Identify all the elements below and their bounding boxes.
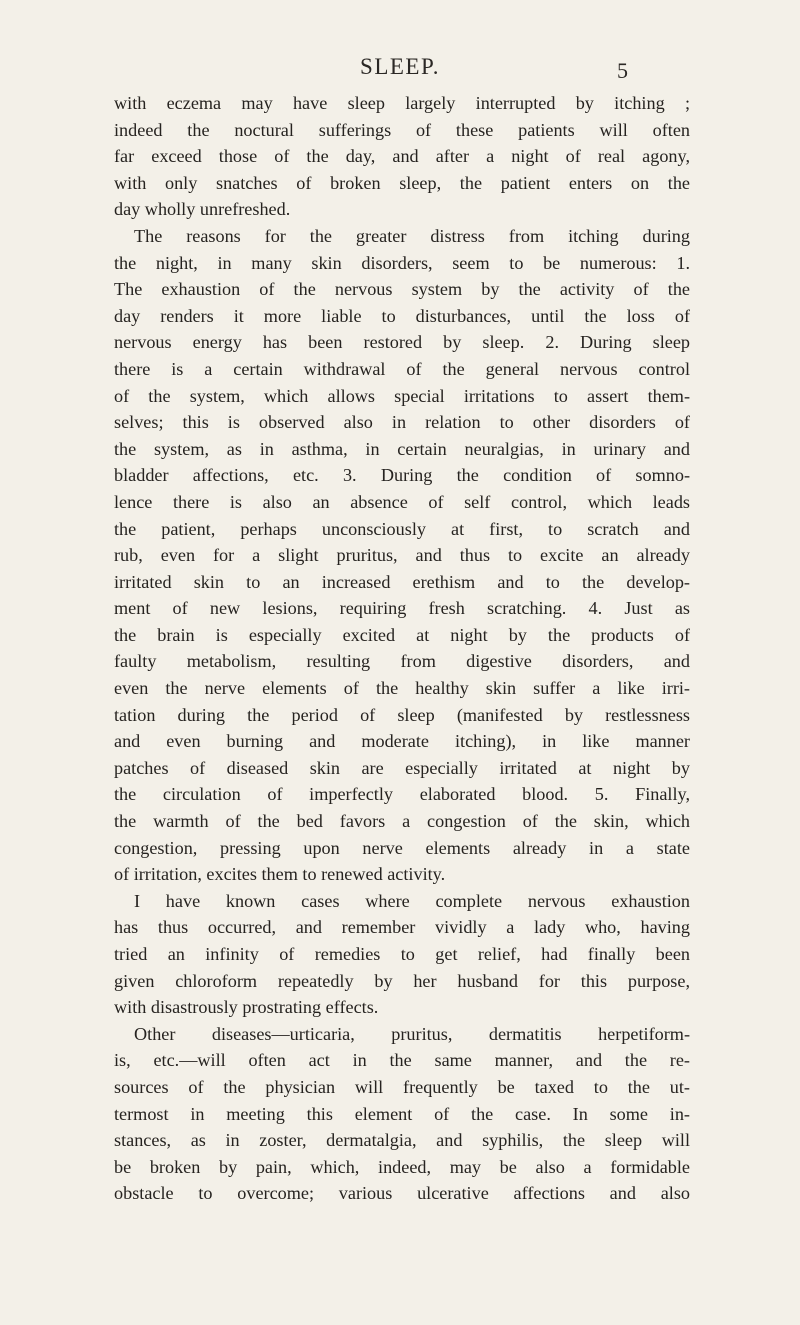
text-line: with eczema may have sleep largely interrupted by itching ; bbox=[114, 93, 690, 113]
text-line: the warmth of the bed favors a congestion of the skin, which bbox=[114, 811, 690, 832]
text-line: indeed the noctural sufferings of these patients will often bbox=[114, 119, 690, 140]
text-line: lence there is also an absence of self control, which leads bbox=[114, 491, 690, 512]
text-line: tried an infinity of remedies to get relief, had finally been bbox=[114, 944, 690, 964]
text-line: selves; this is observed also in relation to other disorders of bbox=[114, 412, 690, 433]
text-line: irritated skin to an increased erethism and to the develop- bbox=[114, 571, 690, 592]
text-line: congestion, pressing upon nerve elements already in a state bbox=[114, 837, 690, 858]
text-line: there is a certain withdrawal of the general nervous control bbox=[114, 358, 690, 379]
body-text bbox=[114, 90, 690, 1207]
text-line: of the system, which allows special irritations to assert them- bbox=[114, 385, 690, 406]
text-line: even the nerve elements of the healthy skin suffer a like irri- bbox=[114, 678, 690, 699]
text-line: patches of diseased skin are especially irritated at night by bbox=[114, 757, 690, 778]
text-line: The exhaustion of the nervous system by the activity of the bbox=[114, 279, 690, 300]
text-line: and even burning and moderate itching), in like manner bbox=[114, 731, 690, 752]
running-title: SLEEP. bbox=[360, 54, 440, 79]
text-line: bladder affections, etc. 3. During the condition of somno- bbox=[114, 465, 690, 486]
text-line: I have known cases where complete nervous exhaustion bbox=[134, 890, 690, 911]
text-line: obstacle to overcome; various ulcerative affections and also bbox=[114, 1183, 690, 1204]
text-line: with only snatches of broken sleep, the patient enters on the bbox=[114, 172, 690, 193]
text-line: far exceed those of the day, and after a night of real agony, bbox=[114, 146, 690, 167]
text-line: with disastrously prostrating effects. bbox=[114, 997, 379, 1018]
text-line: termost in meeting this element of the case. In some in- bbox=[114, 1103, 690, 1124]
text-line: the brain is especially excited at night by the products of bbox=[114, 624, 690, 645]
text-line: ment of new lesions, requiring fresh scratching. 4. Just as bbox=[114, 598, 690, 619]
text-line: The reasons for the greater distress from itching during bbox=[134, 225, 690, 246]
text-line: day renders it more liable to disturbances, until the loss of bbox=[114, 305, 690, 326]
text-line: rub, even for a slight pruritus, and thus to excite an already bbox=[114, 545, 690, 566]
text-line: is, etc.—will often act in the same manner, and the re- bbox=[114, 1050, 690, 1071]
text-line: Other diseases—urticaria, pruritus, dermatitis herpetiform- bbox=[134, 1023, 690, 1044]
text-line: faulty metabolism, resulting from digestive disorders, and bbox=[114, 651, 690, 672]
text-line: nervous energy has been restored by sleep. 2. During sleep bbox=[114, 332, 690, 353]
text-line: stances, as in zoster, dermatalgia, and syphilis, the sleep will bbox=[114, 1130, 690, 1151]
text-line: has thus occurred, and remember vividly a lady who, having bbox=[114, 917, 690, 938]
text-line: the circulation of imperfectly elaborated blood. 5. Finally, bbox=[114, 784, 690, 805]
text-line: the system, as in asthma, in certain neuralgias, in urinary and bbox=[114, 438, 690, 459]
text-line: the patient, perhaps unconsciously at first, to scratch and bbox=[114, 518, 690, 539]
text-line: tation during the period of sleep (manifested by restlessness bbox=[114, 704, 690, 725]
text-line: sources of the physician will frequently be taxed to the ut- bbox=[114, 1076, 690, 1097]
text-line: of irritation, excites them to renewed activity. bbox=[114, 864, 446, 885]
page-number: 5 bbox=[617, 58, 628, 83]
text-line: the night, in many skin disorders, seem to be numerous: 1. bbox=[114, 252, 690, 273]
text-line: given chloroform repeatedly by her husband for this purpose, bbox=[114, 970, 690, 991]
running-head bbox=[0, 50, 800, 84]
text-line: day wholly unrefreshed. bbox=[114, 199, 291, 220]
text-line: be broken by pain, which, indeed, may be also a formidable bbox=[114, 1156, 690, 1177]
